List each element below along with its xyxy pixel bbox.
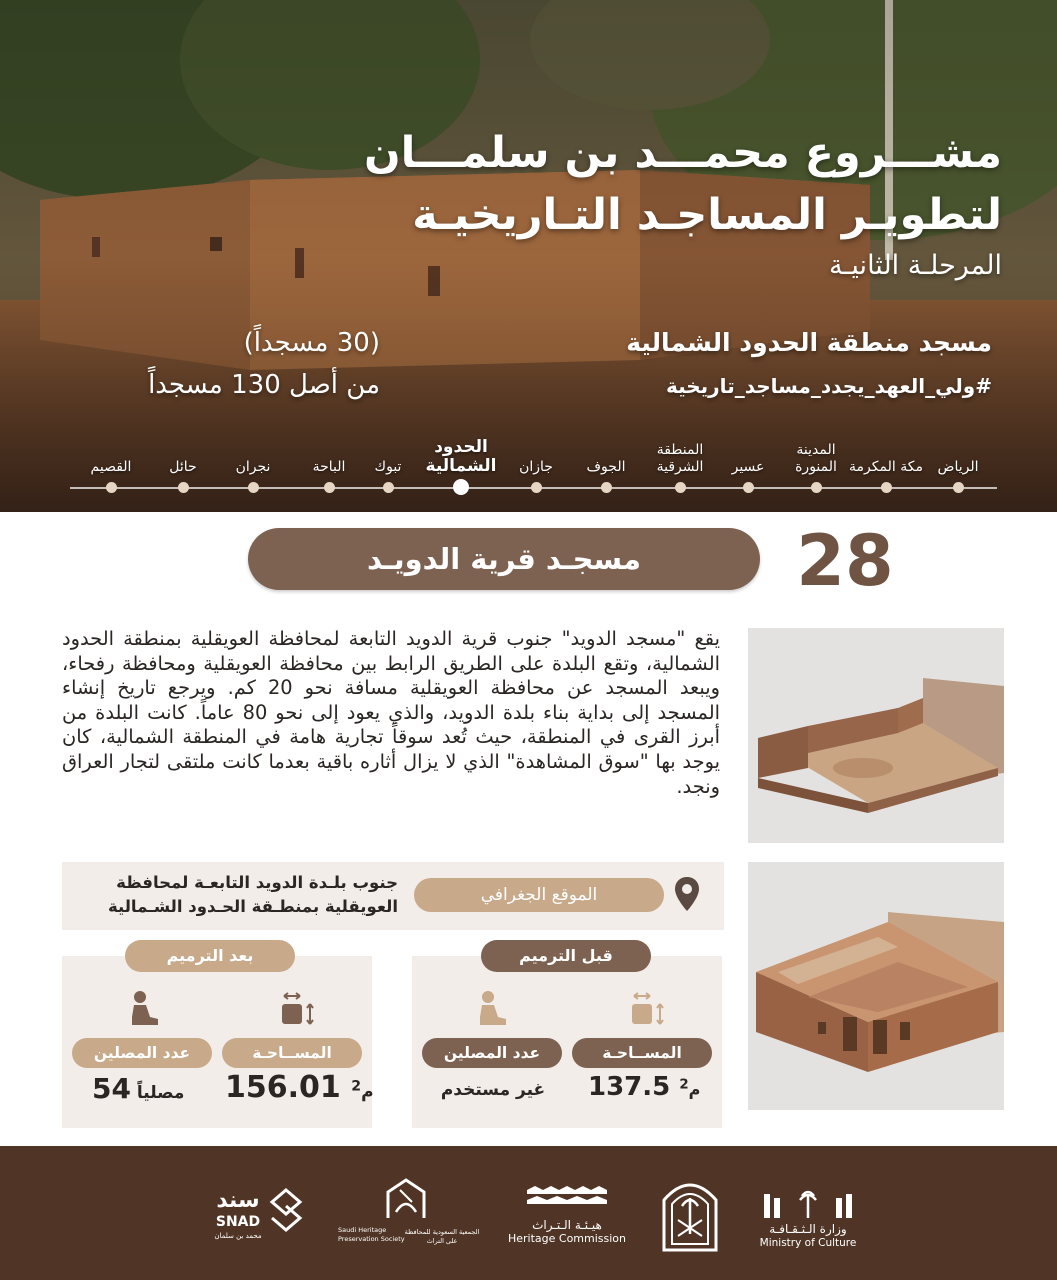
mosque-total: من أصل 130 مسجداً [148,370,380,400]
before-area-unit: م$^2$ [679,1077,701,1099]
location-line1: جنوب بلـدة الدويد التابعـة لمحافظة [116,873,398,892]
hashtag: #ولي_العهد_يجدد_مساجد_تاريخية [665,374,992,398]
heritage-commission-logo-icon [527,1186,607,1210]
timeline-region-label: جازان [519,459,553,475]
timeline-region-label: الرياض [937,459,979,475]
heritage-society-logo-icon [378,1178,434,1222]
before-worshippers-label: عدد المصلين [422,1038,562,1068]
timeline-dot [106,482,117,493]
heritage-society-en: Saudi Heritage Preservation Society [338,1226,405,1243]
mosque-render-after [748,862,1004,1110]
before-restoration-header: قبل الترميم [481,940,651,972]
mosque-number: 28 [796,520,894,602]
mosque-description: يقع "مسجد الدويد" جنوب قرية الدويد التابعة لمحافظة العويقلية بمنطقة الحدود الشمالية، وتقع البلدة على الطريق الرابط بين محافظة العويقلية ومحافظة رفحاء، ويبعد المسجد عن محافظة العويقلية مسافة نحو 20 كم. ويرجع تاريخ إنشاء المسجد إلى بداية بناء بلدة الدويد، والذي يعود إلى نحو 80 عاماً. كانت البلدة من أبرز القرى في المنطقة، حيث تُعد سوقاً تجارية هامة في المنطقة الشمالية، كان يوجد بها "سوق المشاهدة" الذي لا يزال أثاره باقية بعدما كانت ملتقى لتجار العراق ونجد. [62,627,721,798]
timeline-region-label: القصيم [90,459,132,475]
snad-en: SNAD [215,1214,261,1230]
location-line2: العويقلية بمنطـقة الحـدود الشـمالية [108,897,398,916]
timeline-region-label: نجران [235,459,271,475]
footer-logos [0,1146,1057,1280]
timeline-dot [675,482,686,493]
project-title-line2: لتطويـر المساجـد التـاريخيـة [412,190,1002,240]
after-area-value: م$^2$ 156.01 [225,1070,374,1105]
location-label: الموقع الجغرافي [414,878,664,912]
mosque-name-banner: مسجـد قرية الدويـد [248,528,760,590]
timeline-dot [531,482,542,493]
timeline-dot [178,482,189,493]
project-title [302,122,1002,246]
timeline-dot [953,482,964,493]
heritage-society-ar: الجمعية السعودية للمحافظة على التراث [404,1228,480,1245]
after-restoration-header: بعد الترميم [125,940,295,972]
timeline-dot [324,482,335,493]
timeline-region-label: تبوك [374,459,402,475]
worshipper-icon [128,990,162,1028]
timeline-region-label: حائل [169,459,197,475]
ministry-of-culture-logo-icon [762,1188,854,1220]
project-title-line1: مشـــروع محمـــد بن سلمـــان [363,128,1002,178]
mosque-count: (30 مسجداً) [243,328,380,358]
ministry-of-culture-ar: وزارة الـثـقـافـة [769,1222,847,1236]
heritage-commission-en: Heritage Commission [507,1232,627,1245]
timeline-dot-active [453,479,469,495]
snad-ar: سند [216,1188,260,1213]
after-area-unit: م$^2$ [351,1078,374,1102]
timeline-region-label: عسير [731,459,765,475]
timeline-dot [811,482,822,493]
timeline-dot [383,482,394,493]
timeline-region-label: الجوف [586,459,626,475]
area-icon [630,990,670,1030]
snad-logo-icon [268,1186,304,1234]
area-icon [280,990,320,1030]
worshipper-icon [476,990,510,1028]
timeline-region-label: مكة المكرمة [849,459,923,475]
timeline-region-label: المنطقة الشرقية [656,442,704,475]
ruin-model-image [748,628,1004,843]
before-area-value: م$^2$ 137.5 [588,1072,701,1102]
timeline-dot [248,482,259,493]
timeline-region-label: الباحة [312,459,346,475]
timeline-dot [601,482,612,493]
location-description [88,871,398,919]
timeline-dot [743,482,754,493]
restored-model-image [748,862,1004,1110]
heritage-commission-ar: هيـئـة الـتـراث [532,1218,602,1232]
before-worshippers-value: غير مستخدم [440,1080,546,1100]
before-area-label: المســاحـة [572,1038,712,1068]
phase-label: المرحلـة الثانيـة [829,250,1002,281]
timeline-region-label: الحدود الشمالية [425,437,497,476]
ministry-of-culture-en: Ministry of Culture [759,1237,857,1249]
mosque-render-before [748,628,1004,843]
after-worshippers-label: عدد المصلين [72,1038,212,1068]
timeline-dot [881,482,892,493]
hero-banner [0,0,1057,512]
after-area-label: المســاحـة [222,1038,362,1068]
region-mosque-label: مسجد منطقة الحدود الشمالية [626,328,992,357]
timeline-region-label: المدينة المنورة [795,442,837,475]
ministry-emblem-icon [660,1176,720,1254]
snad-sub: محمد بن سلمان [214,1232,262,1240]
after-worshippers-value: مصلياً 54 [92,1072,185,1105]
location-pin-icon [674,876,700,912]
